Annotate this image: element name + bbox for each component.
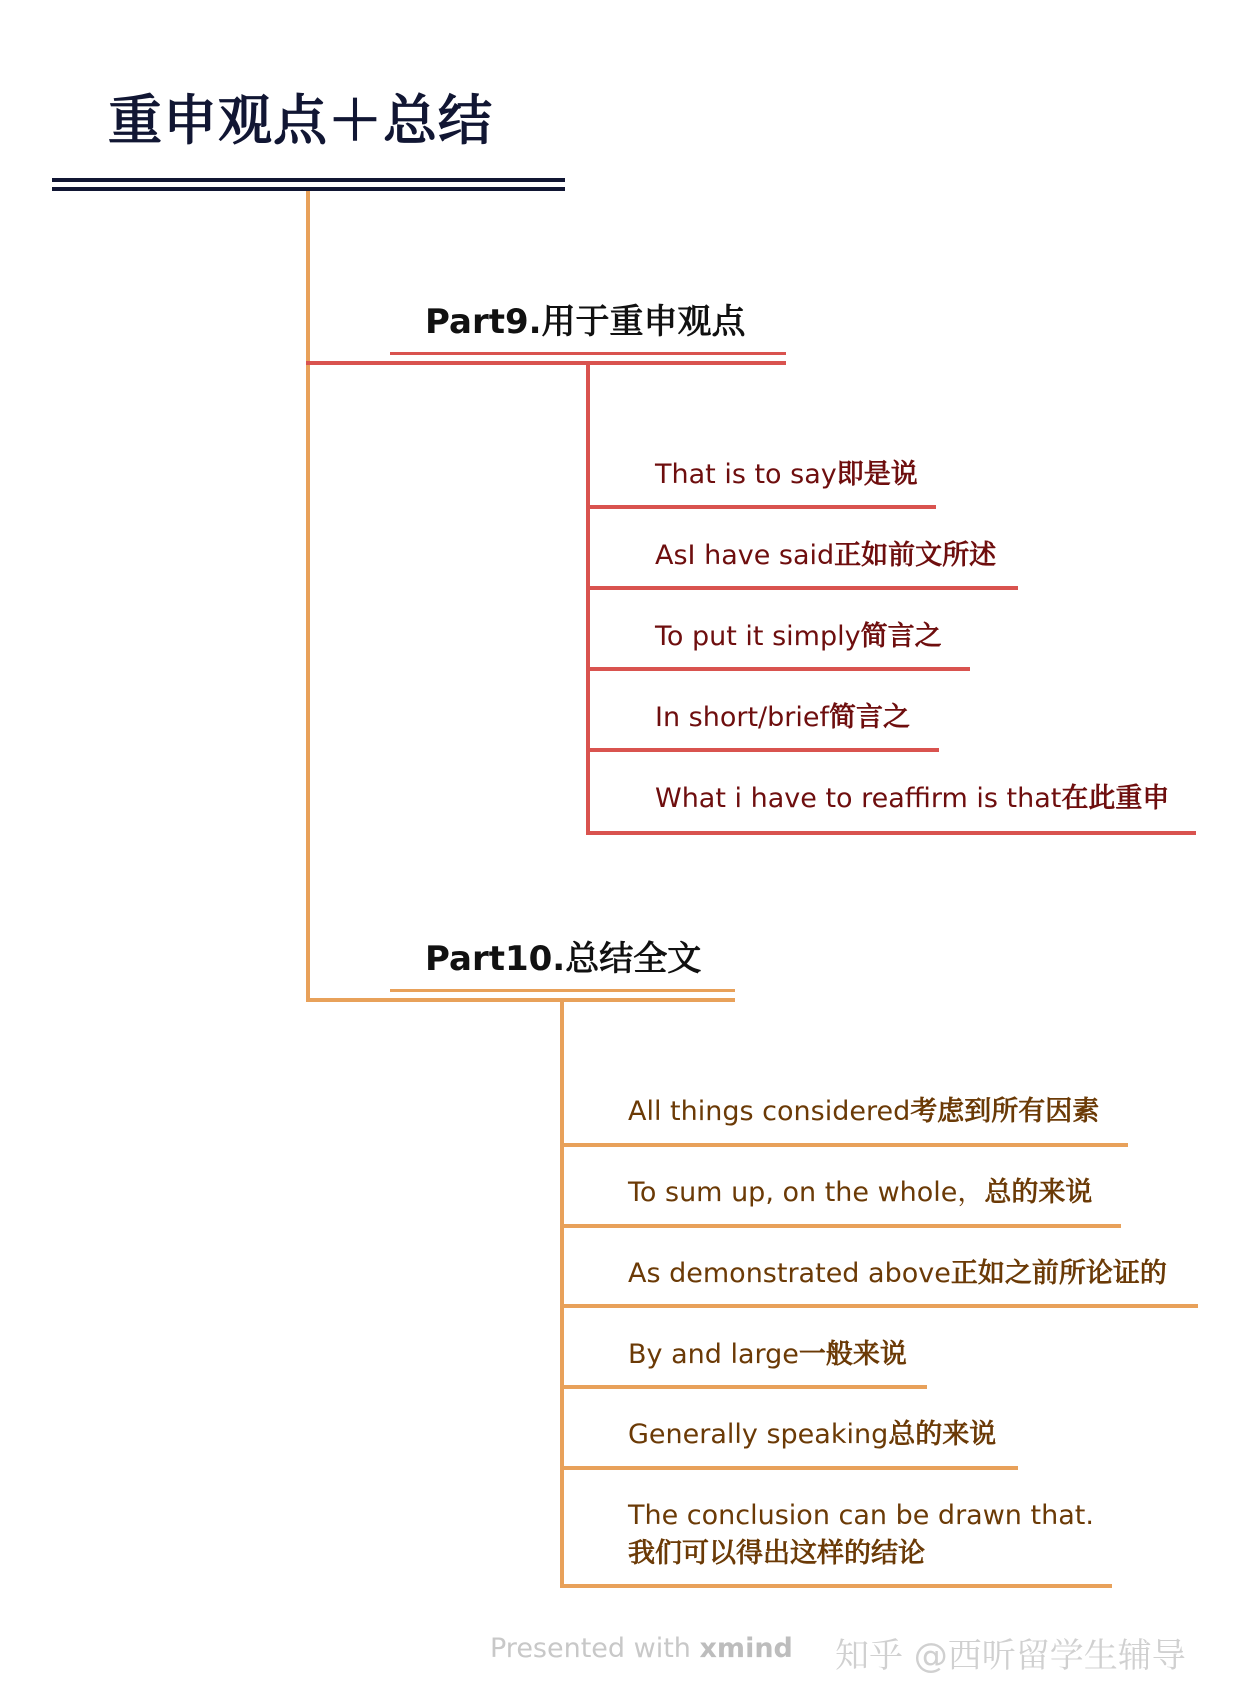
item-chinese: 总的来说	[984, 1177, 1093, 1208]
item-english: As demonstrated above	[628, 1258, 951, 1289]
item-chinese: 即是说	[836, 459, 918, 490]
root-topic-title[interactable]: 重申观点＋总结	[108, 89, 493, 152]
item-chinese: 总的来说	[888, 1419, 997, 1450]
presented-with-xmind	[490, 1633, 793, 1664]
part10-branch-connector	[306, 998, 735, 1002]
item-chinese: 简言之	[860, 621, 942, 652]
presented-label: Presented with	[490, 1633, 691, 1664]
root-underline-top	[52, 178, 565, 182]
part9-item-3[interactable]	[655, 618, 942, 656]
xmind-logo-text: xmind	[699, 1633, 793, 1664]
item-chinese: 正如之前所论证的	[950, 1258, 1167, 1289]
part9-item-3-underline	[586, 667, 970, 671]
part10-item-4-underline	[560, 1385, 927, 1389]
item-chinese: 一般来说	[798, 1339, 907, 1370]
item-chinese: 考虑到所有因素	[910, 1096, 1100, 1127]
part9-item-2[interactable]	[655, 537, 996, 575]
part9-item-4[interactable]	[655, 699, 910, 737]
part9-vertical-line	[586, 365, 590, 835]
part10-item-4[interactable]	[628, 1336, 907, 1374]
item-english: What i have to reaffirm is that	[655, 783, 1062, 814]
part9-title[interactable]: Part9.用于重申观点	[425, 302, 746, 342]
part9-item-1-underline	[586, 505, 936, 509]
main-trunk-line	[306, 191, 310, 1002]
item-english: That is to say	[655, 459, 837, 490]
part9-branch-connector	[306, 361, 786, 365]
part9-item-1[interactable]	[655, 456, 918, 494]
part10-title-underline	[390, 989, 735, 992]
item-english: In short/brief	[655, 702, 829, 733]
item-chinese: 正如前文所述	[834, 540, 997, 571]
part10-item-1[interactable]	[628, 1093, 1099, 1131]
item-chinese: 在此重申	[1061, 783, 1170, 814]
part10-item-3[interactable]	[628, 1255, 1167, 1293]
item-english: By and large	[628, 1339, 799, 1370]
part10-title[interactable]: Part10.总结全文	[425, 939, 702, 979]
item-chinese: 简言之	[829, 702, 910, 733]
item-english: Generally speaking	[628, 1419, 889, 1450]
part9-item-5[interactable]	[655, 780, 1169, 818]
item-english: To sum up, on the whole，	[628, 1177, 985, 1208]
part10-item-3-underline	[560, 1304, 1198, 1308]
part10-item-6-underline	[560, 1584, 1112, 1588]
part10-vertical-line	[560, 1002, 564, 1588]
part10-item-2[interactable]	[628, 1174, 1092, 1212]
part9-item-4-underline	[586, 748, 939, 752]
part10-item-2-underline	[560, 1224, 1121, 1228]
part10-item-5[interactable]	[628, 1416, 996, 1454]
part10-item-5-underline	[560, 1466, 1018, 1470]
part10-item-1-underline	[560, 1143, 1128, 1147]
zhihu-watermark: 知乎 @西听留学生辅导	[835, 1636, 1186, 1676]
part10-item-6[interactable]	[628, 1497, 1094, 1573]
item-english: AsI have said	[655, 540, 835, 571]
part9-item-2-underline	[586, 586, 1018, 590]
item-english: All things considered	[628, 1096, 911, 1127]
item-english: To put it simply	[655, 621, 861, 652]
item-chinese: 我们可以得出这样的结论	[628, 1538, 925, 1569]
part9-title-underline	[390, 352, 786, 355]
part9-item-5-underline	[586, 831, 1196, 835]
item-english: The conclusion can be drawn that.	[628, 1500, 1094, 1531]
